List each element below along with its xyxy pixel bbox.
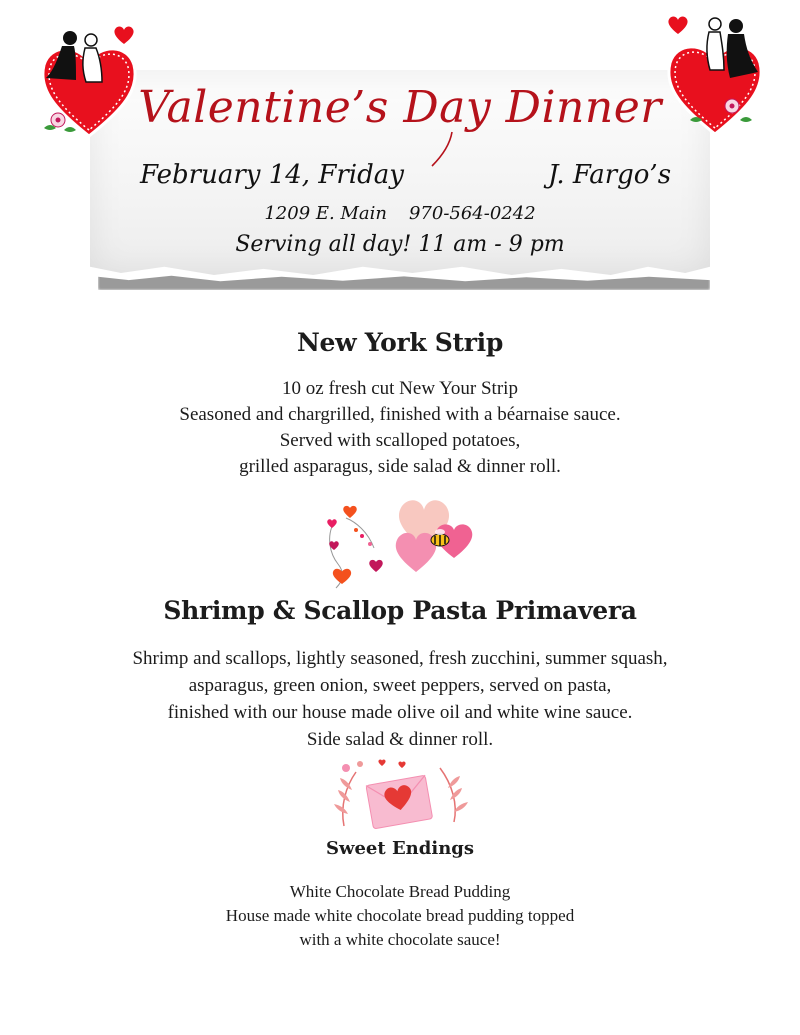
description-line: House made white chocolate bread pudding topped (225, 906, 575, 925)
title-swash-icon (420, 130, 480, 170)
description-line: Shrimp and scallops, lightly seasoned, fresh zucchini, summer squash, (132, 648, 668, 669)
love-letter-icon (330, 756, 470, 838)
description-line: White Chocolate Bread Pudding (289, 882, 511, 901)
serving-hours: Serving all day! 11 am - 9 pm (235, 232, 565, 257)
couple-heart-icon (36, 10, 142, 140)
description-line: 10 oz fresh cut New Your Strip (282, 378, 518, 399)
page-title: Valentine’s Day Dinner (138, 82, 662, 133)
couple-heart-icon-right (660, 8, 770, 138)
description-line: Side salad & dinner roll. (306, 729, 494, 750)
menu-item-description (0, 880, 800, 952)
venue-name: J. Fargo’s (548, 160, 672, 190)
description-line: Served with scalloped potatoes, (279, 430, 521, 451)
address: 1209 E. Main (264, 203, 387, 224)
menu-item-description (0, 645, 800, 753)
heart-garland-icon (316, 492, 484, 592)
menu-item-title: New York Strip (296, 328, 504, 357)
description-line: asparagus, green onion, sweet peppers, served on pasta, (188, 675, 612, 696)
phone-number: 970-564-0242 (408, 203, 536, 224)
description-line: grilled asparagus, side salad & dinner roll. (239, 456, 561, 477)
menu-item-description (0, 376, 800, 480)
event-date: February 14, Friday (140, 160, 404, 190)
description-line: Seasoned and chargrilled, finished with a béarnaise sauce. (179, 404, 621, 425)
description-line: finished with our house made olive oil and white wine sauce. (167, 702, 633, 723)
contact-line (90, 203, 710, 224)
menu-item-title: Sweet Endings (325, 838, 475, 859)
menu-item-title: Shrimp & Scallop Pasta Primavera (163, 596, 637, 625)
description-line: with a white chocolate sauce! (299, 930, 501, 949)
